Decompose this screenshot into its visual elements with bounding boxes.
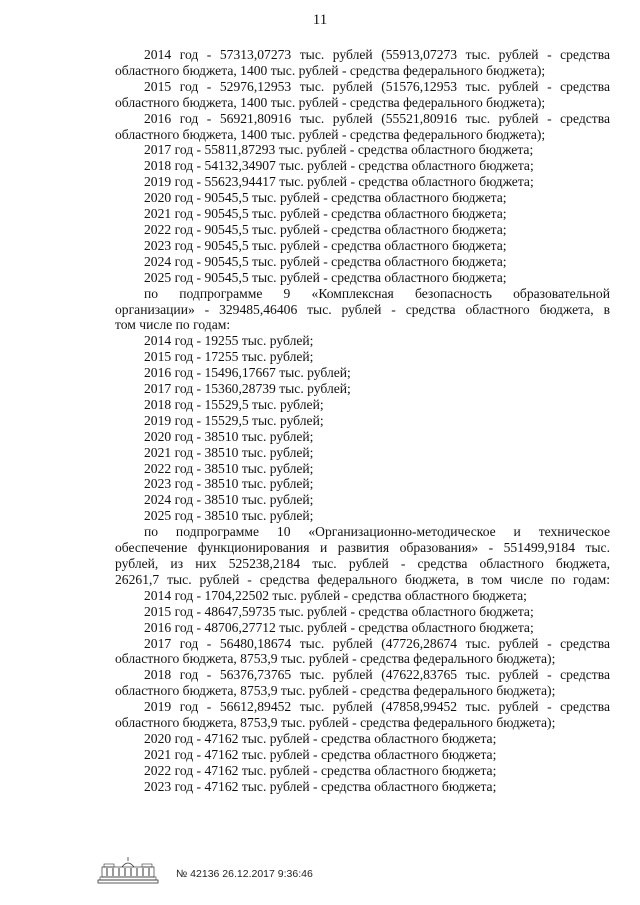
- text-line: 2023 год - 38510 тыс. рублей;: [144, 476, 314, 492]
- text-line: областного бюджета, 1400 тыс. рублей - средства федерального бюджета);: [115, 94, 546, 110]
- text-line: 2019 год - 15529,5 тыс. рублей;: [144, 412, 324, 428]
- text-line: 2017 год - 15360,28739 тыс. рублей;: [144, 381, 351, 397]
- text-line: 2025 год - 38510 тыс. рублей;: [144, 508, 314, 524]
- text-line: 2016 год - 15496,17667 тыс. рублей;: [144, 365, 351, 381]
- text-line: 2019 год - 55623,94417 тыс. рублей - средства областного бюджета;: [144, 174, 534, 190]
- text-line: рублей, из них 525238,2184 тыс. рублей - средства областного бюджета,: [115, 556, 610, 571]
- document-registration-number: № 42136 26.12.2017 9:36:46: [176, 868, 313, 880]
- document-footer: [96, 856, 313, 884]
- text-line: 2017 год - 55811,87293 тыс. рублей - средства областного бюджета;: [144, 142, 534, 158]
- text-line: 2018 год - 54132,34907 тыс. рублей - средства областного бюджета;: [144, 158, 534, 174]
- text-line: областного бюджета, 8753,9 тыс. рублей - средства федерального бюджета);: [115, 651, 556, 667]
- text-line: 2014 год - 57313,07273 тыс. рублей (55913,07273 тыс. рублей - средства: [144, 47, 610, 62]
- text-line: обеспечение функционирования и развития образования» - 551499,9184 тыс.: [115, 540, 610, 556]
- text-line: том числе по годам:: [115, 317, 231, 333]
- text-line: 2022 год - 38510 тыс. рублей;: [144, 460, 314, 476]
- text-line: 26261,7 тыс. рублей - средства федерального бюджета, в том числе по годам:: [115, 571, 610, 587]
- text-line: по подпрограмме 9 «Комплексная безопасность образовательной: [144, 285, 610, 301]
- text-line: 2014 год - 19255 тыс. рублей;: [144, 333, 314, 349]
- text-line: 2025 год - 90545,5 тыс. рублей - средства областного бюджета;: [144, 269, 507, 285]
- text-line: 2016 год - 48706,27712 тыс. рублей - средства областного бюджета;: [144, 619, 534, 635]
- text-line: 2023 год - 47162 тыс. рублей - средства областного бюджета;: [144, 778, 497, 794]
- text-line: 2024 год - 38510 тыс. рублей;: [144, 492, 314, 508]
- text-line: областного бюджета, 1400 тыс. рублей - средства федерального бюджета);: [115, 126, 546, 142]
- text-line: областного бюджета, 8753,9 тыс. рублей - средства федерального бюджета);: [115, 683, 556, 699]
- text-line: 2022 год - 90545,5 тыс. рублей - средства областного бюджета;: [144, 221, 507, 237]
- text-line: 2016 год - 56921,80916 тыс. рублей (55521,80916 тыс. рублей - средства: [144, 110, 610, 126]
- page-number: 11: [312, 12, 328, 28]
- text-line: 2015 год - 48647,59735 тыс. рублей - средства областного бюджета;: [144, 603, 534, 619]
- document-body: [115, 47, 610, 795]
- text-line: по подпрограмме 10 «Организационно-методическое и техническое: [144, 524, 610, 540]
- text-line: областного бюджета, 1400 тыс. рублей - средства федерального бюджета);: [115, 62, 546, 78]
- text-line: областного бюджета, 8753,9 тыс. рублей - средства федерального бюджета);: [115, 715, 556, 731]
- text-line: 2018 год - 56376,73765 тыс. рублей (47622,83765 тыс. рублей - средства: [144, 667, 610, 683]
- text-line: 2017 год - 56480,18674 тыс. рублей (47726,28674 тыс. рублей - средства: [144, 635, 610, 651]
- text-line: 2015 год - 17255 тыс. рублей;: [144, 349, 314, 365]
- text-line: 2021 год - 90545,5 тыс. рублей - средства областного бюджета;: [144, 206, 507, 222]
- text-line: 2014 год - 1704,22502 тыс. рублей - средства областного бюджета;: [144, 587, 527, 603]
- text-line: 2022 год - 47162 тыс. рублей - средства областного бюджета;: [144, 762, 497, 778]
- text-line: 2018 год - 15529,5 тыс. рублей;: [144, 396, 324, 412]
- text-line: 2024 год - 90545,5 тыс. рублей - средства областного бюджета;: [144, 253, 507, 269]
- text-line: 2019 год - 56612,89452 тыс. рублей (47858,99452 тыс. рублей - средства: [144, 699, 610, 715]
- government-building-emblem-icon: [96, 856, 160, 884]
- text-line: 2020 год - 38510 тыс. рублей;: [144, 428, 314, 444]
- text-line: 2021 год - 47162 тыс. рублей - средства областного бюджета;: [144, 746, 497, 762]
- text-line: 2015 год - 52976,12953 тыс. рублей (51576,12953 тыс. рублей - средства: [144, 78, 610, 94]
- text-line: 2020 год - 90545,5 тыс. рублей - средства областного бюджета;: [144, 190, 507, 206]
- text-line: 2021 год - 38510 тыс. рублей;: [144, 444, 314, 460]
- text-line: 2023 год - 90545,5 тыс. рублей - средства областного бюджета;: [144, 237, 507, 253]
- text-line: организации» - 329485,46406 тыс. рублей - средства областного бюджета, в: [115, 301, 610, 317]
- text-line: 2020 год - 47162 тыс. рублей - средства областного бюджета;: [144, 730, 497, 746]
